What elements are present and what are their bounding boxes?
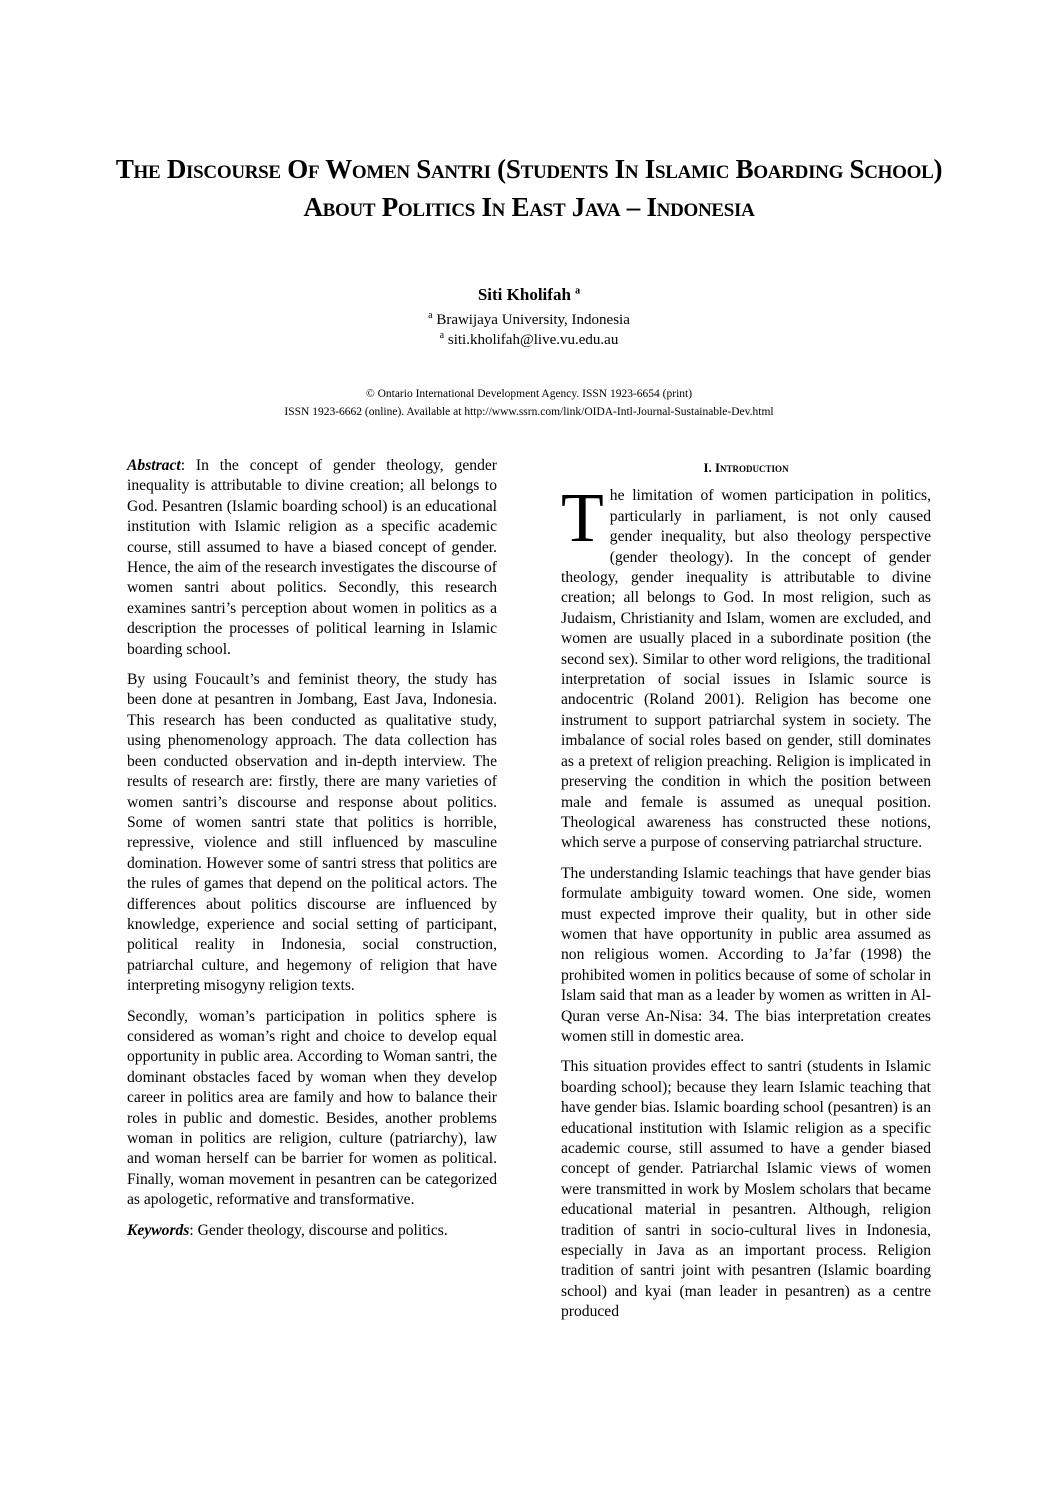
affiliation-marker: a: [428, 310, 433, 321]
abstract-label: Abstract: [127, 457, 181, 474]
author-email[interactable]: siti.kholifah@live.vu.edu.au: [447, 332, 619, 348]
author-name: [0, 285, 1058, 305]
section-heading: I. Introduction: [703, 460, 789, 475]
intro-paragraph: The understanding Islamic teachings that have gender bias formulate ambiguity toward women. One side, women must expected improve their quality, but in other side women that have opportunity in public area assumed as non religious women. According to Ja’far (1998) the prohibited women in politics because of some of scholar in Islam said that man as a leader by women as written in Al-Quran verse An-Nisa: 34. The bias interpretation creates women still in domestic area.: [561, 864, 931, 1045]
affiliation-marker: a: [439, 330, 445, 341]
intro-paragraph: [561, 480, 931, 853]
keywords-text: : Gender theology, discourse and politics.: [189, 1221, 448, 1239]
keywords-label: Keywords: [127, 1221, 190, 1239]
abstract-paragraph: [127, 456, 497, 660]
affiliation-email: [0, 330, 1058, 349]
intro-text: he limitation of women participation in politics, particularly in parliament, is not only caused gender inequality, but also theology perspective (gender theology). In the concept of gender theology, gender inequality is attributable to divine creation; all belongs to God. In most religion, such as Judaism, Christianity and Islam, women are excluded, and women are usually placed in a subordinate position (the second sex). Similar to other word religions, the traditional interpretation of social issues in Islamic source is andocentric (Roland 2001). Religion has become one instrument to support patriarchal system in society. The imbalance of social roles based on gender, still dominates as a pretext of religion preaching. Religion is implicated in preserving the condition in which the position between male and female is assumed as unequal position. Theological awareness has constructed these notions, which serve a purpose of conserving patriarchal structure.: [561, 487, 931, 852]
abstract-paragraph: Secondly, woman’s participation in politics sphere is considered as woman’s right and choice to develop equal opportunity in public area. According to Woman santri, the dominant obstacles faced by woman when they develop career in politics area are family and how to balance their roles in public and domestic. Besides, another problems woman in politics are religion, culture (patriarchy), law and woman herself can be barrier for women as political. Finally, woman movement in pesantren can be categorized as apologetic, reformative and transformative.: [127, 1007, 497, 1209]
affiliation-university: [0, 310, 1058, 329]
abstract-column: [127, 456, 497, 1251]
intro-paragraph: This situation provides effect to santri (students in Islamic boarding school); because they learn Islamic teaching that have gender bias. Islamic boarding school (pesantren) is an educational institution with Islamic religion as a specific academic course, still assumed to have a gender biased concept of gender. Patriarchal Islamic views of women were transmitted in work by Moslem scholars that became educational material in pesantren. Although, religion tradition of santri in socio-cultural lives in Indonesia, especially in Java as an important process. Religion tradition of santri joint with pesantren (Islamic boarding school) and kyai (man leader in pesantren) as a centre produced: [561, 1058, 931, 1321]
affiliation-text: Brawijaya University, Indonesia: [436, 312, 630, 328]
abstract-text: : In the concept of gender theology, gender inequality is attributable to divine creation; all belongs to God. Pesantren (Islamic boarding school) is an educational institution with Islamic religion as a specific academic course, still assumed to have a biased concept of gender. Hence, the aim of the research investigates the discourse of women santri about politics. Secondly, this research examines santri’s perception about women in politics as a description the processes of political learning in Islamic boarding school.: [127, 457, 497, 658]
paper-title: The Discourse Of Women Santri (Students In Islamic Boarding School) About Politics In East Java – Indonesia: [115, 154, 943, 222]
copyright-line: © Ontario International Development Agency. ISSN 1923-6654 (print): [365, 388, 693, 400]
keywords: [127, 1221, 497, 1241]
introduction-column: [561, 456, 931, 1333]
issn-line: ISSN 1923-6662 (online). Available at http://www.ssrn.com/link/OIDA-Intl-Journal-Sustainable-Dev.html: [284, 406, 774, 418]
abstract-paragraph: By using Foucault’s and feminist theory, the study has been done at pesantren in Jombang, East Java, Indonesia. This research has been conducted as qualitative study, using phenomenology approach. The data collection has been conducted observation and in-depth interview. The results of research are: firstly, there are many varieties of women santri’s discourse and response about politics. Some of women santri state that politics is horrible, repressive, violence and still influenced by masculine domination. However some of santri stress that politics are the rules of games that depend on the political actors. The differences about politics discourse are influenced by knowledge, experience and social setting of participant, political reality in Indonesia, social construction, patriarchal culture, and hegemony of religion that have interpreting misogyny religion texts.: [127, 671, 497, 995]
drop-cap: T: [561, 480, 604, 558]
author-name-text: Siti Kholifah: [477, 285, 571, 304]
author-affiliation-marker: a: [575, 285, 581, 297]
